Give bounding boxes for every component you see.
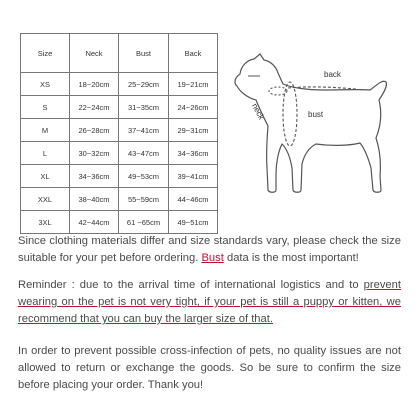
back-label: back <box>324 70 341 79</box>
cell-back: 49~51cm <box>169 211 218 234</box>
cell-back: 44~46cm <box>169 188 218 211</box>
cell-bust: 37~41cm <box>119 119 169 142</box>
larger-size-recommendation: prevent wearing on the pet is not very tight, if your pet is still a puppy or kitten, we recommend that you can buy the larger size of that. <box>18 279 401 325</box>
table-row <box>21 211 218 234</box>
table-row <box>21 96 218 119</box>
cell-neck: 34~36cm <box>70 165 119 188</box>
cell-size: M <box>21 119 70 142</box>
cell-back: 39~41cm <box>169 165 218 188</box>
cell-size: 3XL <box>21 211 70 234</box>
logistics-reminder-note: Reminder : due to the arrival time of international logistics and to prevent wearing on the pet is not very tight, if your pet is still a puppy or kitten, we recommend that you can buy the larger size of that. <box>18 279 401 325</box>
cell-neck: 42~44cm <box>70 211 119 234</box>
cell-bust: 61 ~65cm <box>119 211 169 234</box>
cell-back: 29~31cm <box>169 119 218 142</box>
cell-bust: 31~35cm <box>119 96 169 119</box>
cell-size: XL <box>21 165 70 188</box>
dog-measurement-diagram <box>220 40 412 215</box>
size-chart-table <box>20 33 218 234</box>
size-check-note: Since clothing materials differ and size standards vary, please check the size suitable for your pet before ordering. Bust data is the most important! <box>18 235 401 264</box>
cell-back: 24~26cm <box>169 96 218 119</box>
cell-neck: 38~40cm <box>70 188 119 211</box>
bust-highlight: Bust <box>201 252 224 264</box>
cell-size: L <box>21 142 70 165</box>
neck-label: neck <box>250 102 266 122</box>
header-size: Size <box>21 34 70 73</box>
table-row <box>21 73 218 96</box>
cell-neck: 26~28cm <box>70 119 119 142</box>
cell-bust: 43~47cm <box>119 142 169 165</box>
table-row <box>21 142 218 165</box>
cell-size: S <box>21 96 70 119</box>
header-neck: Neck <box>70 34 119 73</box>
cell-neck: 30~32cm <box>70 142 119 165</box>
header-back: Back <box>169 34 218 73</box>
cell-bust: 49~53cm <box>119 165 169 188</box>
table-header-row <box>21 34 218 73</box>
cell-back: 19~21cm <box>169 73 218 96</box>
cell-size: XS <box>21 73 70 96</box>
bust-label: bust <box>308 110 324 119</box>
table-row <box>21 188 218 211</box>
header-bust: Bust <box>119 34 169 73</box>
return-policy-note: In order to prevent possible cross-infection of pets, no quality issues are not allowed to return or exchange the goods. So be sure to confirm the size before placing your order. Thank you! <box>18 345 401 391</box>
table-row <box>21 165 218 188</box>
cell-neck: 22~24cm <box>70 96 119 119</box>
cell-bust: 55~59cm <box>119 188 169 211</box>
cell-neck: 18~20cm <box>70 73 119 96</box>
cell-bust: 25~29cm <box>119 73 169 96</box>
cell-back: 34~36cm <box>169 142 218 165</box>
cell-size: XXL <box>21 188 70 211</box>
dog-silhouette-icon <box>220 40 412 215</box>
table-row <box>21 119 218 142</box>
